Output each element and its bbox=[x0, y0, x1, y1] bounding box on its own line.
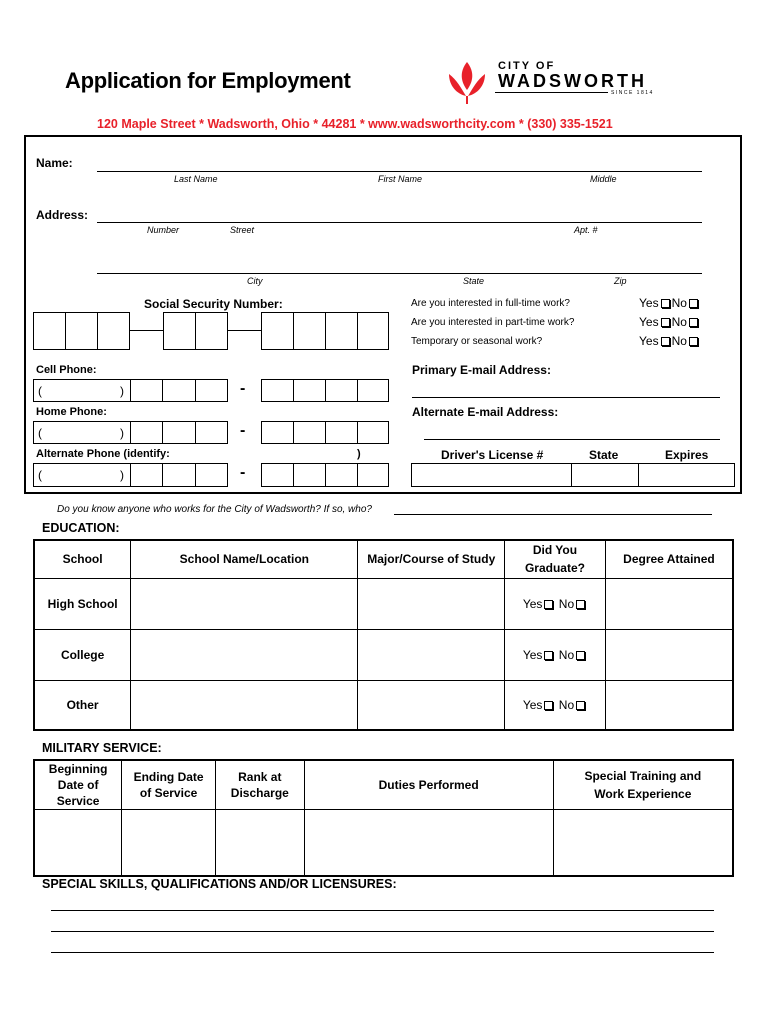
address-state-caption: State bbox=[463, 276, 485, 286]
ssn-separator bbox=[130, 330, 163, 331]
home-phone-label: Home Phone: bbox=[36, 406, 107, 418]
phone-dash: - bbox=[240, 380, 246, 397]
logo-since: SINCE 1814 bbox=[611, 90, 654, 96]
paren-close: ) bbox=[120, 384, 124, 398]
name-label: Name: bbox=[36, 156, 73, 170]
primary-email-label: Primary E-mail Address: bbox=[412, 363, 551, 377]
skills-line[interactable] bbox=[51, 952, 714, 953]
row-school-label: Other bbox=[34, 680, 131, 730]
duties-cell[interactable] bbox=[304, 810, 553, 876]
phone-digit-box[interactable] bbox=[162, 421, 196, 444]
no-checkbox[interactable] bbox=[576, 701, 585, 710]
middle-name-caption: Middle bbox=[590, 174, 617, 184]
end-date-cell[interactable] bbox=[122, 810, 216, 876]
phone-dash: - bbox=[240, 422, 246, 439]
military-header-row bbox=[34, 760, 733, 810]
education-title: EDUCATION: bbox=[42, 521, 120, 535]
yes-label: Yes bbox=[639, 296, 659, 310]
ssn-digit-box[interactable] bbox=[33, 312, 66, 350]
no-checkbox[interactable] bbox=[576, 600, 585, 609]
license-state-label: State bbox=[589, 448, 619, 462]
header-school-name: School Name/Location bbox=[131, 540, 358, 578]
flame-logo-icon bbox=[443, 60, 491, 105]
address-zip-caption: Zip bbox=[614, 276, 627, 286]
name-field[interactable] bbox=[97, 171, 702, 172]
referral-field[interactable] bbox=[394, 514, 712, 515]
phone-dash: - bbox=[240, 464, 246, 481]
ssn-digit-box[interactable] bbox=[357, 312, 389, 350]
military-table bbox=[33, 759, 734, 877]
school-name-cell[interactable] bbox=[131, 578, 358, 629]
alt-email-field[interactable] bbox=[424, 439, 720, 440]
fulltime-question: Are you interested in full-time work? bbox=[411, 298, 570, 309]
phone-digit-box[interactable] bbox=[261, 379, 294, 402]
header-duties: Duties Performed bbox=[304, 760, 553, 810]
no-label: No bbox=[558, 697, 575, 712]
header-training bbox=[553, 760, 733, 810]
table-row bbox=[34, 680, 733, 730]
no-checkbox[interactable] bbox=[576, 651, 585, 660]
address-city-field[interactable] bbox=[97, 273, 702, 274]
logo-rule bbox=[495, 92, 608, 93]
major-cell[interactable] bbox=[358, 578, 505, 629]
table-row bbox=[34, 810, 733, 876]
phone-digit-box[interactable] bbox=[325, 421, 358, 444]
license-expires-label: Expires bbox=[665, 448, 709, 462]
ssn-digit-box[interactable] bbox=[163, 312, 196, 350]
address-street-caption: Street bbox=[230, 225, 255, 235]
logo-wadsworth: WADSWORTH bbox=[498, 71, 647, 91]
alt-phone-label: Alternate Phone (identify: bbox=[36, 448, 170, 460]
phone-digit-box[interactable] bbox=[325, 463, 358, 487]
ssn-digit-box[interactable] bbox=[261, 312, 294, 350]
row-school-label: College bbox=[34, 629, 131, 680]
address-street-field[interactable] bbox=[97, 222, 702, 223]
address-label: Address: bbox=[36, 208, 89, 222]
header-graduate bbox=[505, 540, 606, 578]
yes-checkbox[interactable] bbox=[544, 701, 553, 710]
rank-cell[interactable] bbox=[215, 810, 304, 876]
ssn-digit-box[interactable] bbox=[325, 312, 358, 350]
header-begin-date bbox=[34, 760, 122, 810]
paren-open: ( bbox=[38, 384, 42, 398]
header-training-text: Special Training and Work Experience bbox=[584, 769, 702, 801]
page-title: Application for Employment bbox=[65, 68, 351, 93]
contact-address-line: 120 Maple Street * Wadsworth, Ohio * 44281 * www.wadsworthcity.com * (330) 335-1521 bbox=[97, 117, 613, 131]
phone-digit-box[interactable] bbox=[261, 463, 294, 487]
skills-title: SPECIAL SKILLS, QUALIFICATIONS AND/OR LICENSURES: bbox=[42, 877, 397, 891]
phone-digit-box[interactable] bbox=[162, 379, 196, 402]
alt-area-code-box[interactable] bbox=[33, 463, 131, 487]
paren-close: ) bbox=[120, 468, 124, 482]
header-graduate-text: Did You Graduate? bbox=[524, 543, 585, 576]
header-end-date bbox=[122, 760, 216, 810]
last-name-caption: Last Name bbox=[174, 174, 218, 184]
paren-close: ) bbox=[120, 426, 124, 440]
alt-phone-close-paren: ) bbox=[357, 448, 361, 460]
yes-checkbox[interactable] bbox=[661, 337, 670, 346]
skills-line[interactable] bbox=[51, 931, 714, 932]
education-table bbox=[33, 539, 734, 731]
phone-digit-box[interactable] bbox=[195, 463, 228, 487]
row-school-label: High School bbox=[34, 578, 131, 629]
referral-question: Do you know anyone who works for the City of Wadsworth? If so, who? bbox=[57, 504, 372, 515]
phone-digit-box[interactable] bbox=[293, 379, 326, 402]
alt-email-label: Alternate E-mail Address: bbox=[412, 405, 559, 419]
address-number-caption: Number bbox=[147, 225, 180, 235]
table-row bbox=[34, 629, 733, 680]
header-degree: Degree Attained bbox=[605, 540, 733, 578]
parttime-yes-no bbox=[639, 315, 700, 329]
phone-digit-box[interactable] bbox=[195, 421, 228, 444]
yes-checkbox[interactable] bbox=[661, 318, 670, 327]
degree-cell[interactable] bbox=[605, 680, 733, 730]
degree-cell[interactable] bbox=[605, 629, 733, 680]
ssn-label: Social Security Number: bbox=[144, 297, 283, 311]
header-end-date-text: Ending Date of Service bbox=[133, 770, 204, 800]
no-label: No bbox=[558, 596, 575, 611]
phone-digit-box[interactable] bbox=[357, 463, 389, 487]
ssn-separator bbox=[228, 330, 261, 331]
no-checkbox[interactable] bbox=[689, 318, 698, 327]
phone-digit-box[interactable] bbox=[357, 379, 389, 402]
yes-label: Yes bbox=[639, 315, 659, 329]
school-name-cell[interactable] bbox=[131, 680, 358, 730]
education-header-row bbox=[34, 540, 733, 578]
yes-label: Yes bbox=[522, 697, 543, 712]
home-area-code-box[interactable] bbox=[33, 421, 131, 444]
header-rank bbox=[215, 760, 304, 810]
major-cell[interactable] bbox=[358, 680, 505, 730]
school-name-cell[interactable] bbox=[131, 629, 358, 680]
training-cell[interactable] bbox=[553, 810, 733, 876]
yes-label: Yes bbox=[522, 647, 543, 662]
major-cell[interactable] bbox=[358, 629, 505, 680]
license-state-box[interactable] bbox=[571, 463, 639, 487]
skills-line[interactable] bbox=[51, 910, 714, 911]
phone-digit-box[interactable] bbox=[130, 421, 163, 444]
cell-phone-label: Cell Phone: bbox=[36, 364, 97, 376]
address-apt-caption: Apt. # bbox=[574, 225, 598, 235]
seasonal-yes-no bbox=[639, 334, 700, 348]
graduated-cell bbox=[505, 578, 606, 629]
no-checkbox[interactable] bbox=[689, 299, 698, 308]
yes-checkbox[interactable] bbox=[544, 600, 553, 609]
seasonal-question: Temporary or seasonal work? bbox=[411, 336, 543, 347]
paren-open: ( bbox=[38, 426, 42, 440]
phone-digit-box[interactable] bbox=[195, 379, 228, 402]
yes-checkbox[interactable] bbox=[544, 651, 553, 660]
table-row bbox=[34, 578, 733, 629]
phone-digit-box[interactable] bbox=[293, 463, 326, 487]
paren-open: ( bbox=[38, 468, 42, 482]
primary-email-field[interactable] bbox=[412, 397, 720, 398]
no-label: No bbox=[671, 315, 687, 329]
parttime-question: Are you interested in part-time work? bbox=[411, 317, 575, 328]
first-name-caption: First Name bbox=[378, 174, 423, 184]
license-expires-box[interactable] bbox=[638, 463, 735, 487]
no-checkbox[interactable] bbox=[689, 337, 698, 346]
begin-date-cell[interactable] bbox=[34, 810, 122, 876]
license-number-box[interactable] bbox=[411, 463, 572, 487]
phone-digit-box[interactable] bbox=[357, 421, 389, 444]
phone-digit-box[interactable] bbox=[293, 421, 326, 444]
military-title: MILITARY SERVICE: bbox=[42, 741, 162, 755]
header-rank-text: Rank at Discharge bbox=[230, 770, 289, 800]
yes-label: Yes bbox=[522, 596, 543, 611]
no-label: No bbox=[558, 647, 575, 662]
city-logo bbox=[443, 60, 673, 105]
address-city-caption: City bbox=[247, 276, 263, 286]
no-label: No bbox=[671, 296, 687, 310]
graduated-cell bbox=[505, 680, 606, 730]
cell-area-code-box[interactable] bbox=[33, 379, 131, 402]
graduated-cell bbox=[505, 629, 606, 680]
header-school: School bbox=[34, 540, 131, 578]
header-major: Major/Course of Study bbox=[358, 540, 505, 578]
ssn-digit-box[interactable] bbox=[195, 312, 228, 350]
phone-digit-box[interactable] bbox=[130, 463, 163, 487]
yes-checkbox[interactable] bbox=[661, 299, 670, 308]
logo-city-of: CITY OF bbox=[498, 60, 556, 72]
phone-digit-box[interactable] bbox=[130, 379, 163, 402]
license-label: Driver's License # bbox=[441, 448, 544, 462]
ssn-digit-box[interactable] bbox=[97, 312, 130, 350]
phone-digit-box[interactable] bbox=[325, 379, 358, 402]
degree-cell[interactable] bbox=[605, 578, 733, 629]
fulltime-yes-no bbox=[639, 296, 700, 310]
phone-digit-box[interactable] bbox=[162, 463, 196, 487]
no-label: No bbox=[671, 334, 687, 348]
ssn-digit-box[interactable] bbox=[293, 312, 326, 350]
header-begin-date-text: Beginning Date of Service bbox=[48, 762, 108, 808]
ssn-digit-box[interactable] bbox=[65, 312, 98, 350]
yes-label: Yes bbox=[639, 334, 659, 348]
phone-digit-box[interactable] bbox=[261, 421, 294, 444]
